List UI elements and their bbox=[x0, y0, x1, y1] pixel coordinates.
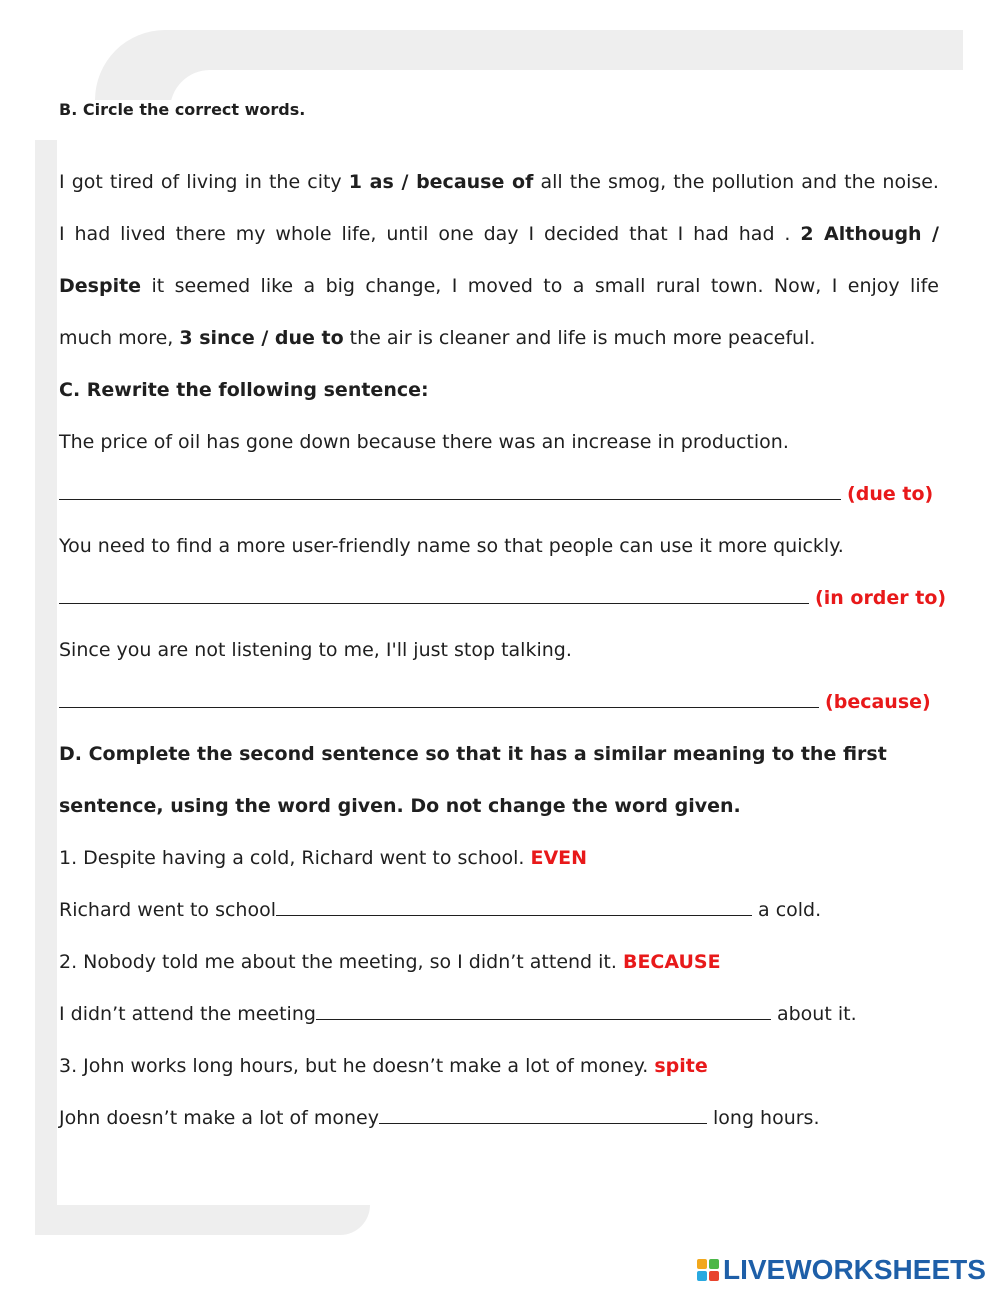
page-frame-bottom bbox=[35, 1205, 370, 1235]
section-c-sentence-1: The price of oil has gone down because there was an increase in production. bbox=[59, 431, 789, 453]
section-b-line-4: much more, 3 since / due to the air is cleaner and life is much more peaceful. bbox=[59, 327, 816, 349]
hint-word: (in order to) bbox=[815, 587, 947, 609]
answer-blank[interactable] bbox=[59, 689, 819, 708]
choice-2-part-2[interactable]: Despite bbox=[59, 275, 142, 297]
section-d-answer-row-1: Richard went to school a cold. bbox=[59, 899, 822, 921]
section-d-prompt-2: 2. Nobody told me about the meeting, so I didn’t attend it. BECAUSE bbox=[59, 951, 721, 973]
answer-blank[interactable] bbox=[59, 481, 841, 500]
section-c-answer-row-3 bbox=[59, 689, 939, 715]
hint-word: (because) bbox=[825, 691, 931, 713]
choice-2-part-1[interactable]: 2 Although / bbox=[800, 223, 939, 245]
logo-squares-icon bbox=[697, 1259, 719, 1281]
answer-blank[interactable] bbox=[59, 585, 809, 604]
logo-text: LIVEWORKSHEETS bbox=[723, 1254, 986, 1285]
section-d-title-line-1: D. Complete the second sentence so that it has a similar meaning to the first bbox=[59, 743, 887, 765]
section-d-answer-row-3: John doesn’t make a lot of money long hours. bbox=[59, 1107, 820, 1129]
hint-word: (due to) bbox=[847, 483, 934, 505]
section-d-answer-row-2: I didn’t attend the meeting about it. bbox=[59, 1003, 857, 1025]
section-d-prompt-1: 1. Despite having a cold, Richard went to school. EVEN bbox=[59, 847, 588, 869]
answer-blank[interactable] bbox=[276, 897, 752, 916]
given-word: spite bbox=[654, 1055, 708, 1077]
section-d-prompt-3: 3. John works long hours, but he doesn’t make a lot of money. spite bbox=[59, 1055, 708, 1077]
answer-blank[interactable] bbox=[316, 1001, 771, 1020]
choice-3[interactable]: 3 since / due to bbox=[179, 327, 344, 349]
liveworksheets-logo[interactable] bbox=[697, 1255, 986, 1285]
section-d-letter: D bbox=[59, 743, 75, 765]
section-c-answer-row-1 bbox=[59, 481, 939, 507]
section-c-sentence-2: You need to find a more user-friendly name so that people can use it more quickly. bbox=[59, 535, 844, 557]
section-d-title-line-2: sentence, using the word given. Do not change the word given. bbox=[59, 795, 741, 817]
section-c-title: C. Rewrite the following sentence: bbox=[59, 379, 429, 401]
section-b-title: B. Circle the correct words. bbox=[59, 100, 306, 119]
answer-blank[interactable] bbox=[379, 1105, 707, 1124]
section-c-answer-row-2 bbox=[59, 585, 947, 611]
given-word: BECAUSE bbox=[622, 951, 721, 973]
section-b-line-3: Despite it seemed like a big change, I moved to a small rural town. Now, I enjoy life bbox=[59, 275, 939, 297]
section-b-line-2: I had lived there my whole life, until one day I decided that I had had . 2 Although / bbox=[59, 223, 939, 245]
section-b-line-1: I got tired of living in the city 1 as / because of all the smog, the pollution and the noise. bbox=[59, 171, 939, 193]
choice-1[interactable]: 1 as / because of bbox=[348, 171, 534, 193]
section-c-sentence-3: Since you are not listening to me, I'll just stop talking. bbox=[59, 639, 572, 661]
given-word: EVEN bbox=[530, 847, 588, 869]
page-frame-left bbox=[35, 140, 57, 1235]
